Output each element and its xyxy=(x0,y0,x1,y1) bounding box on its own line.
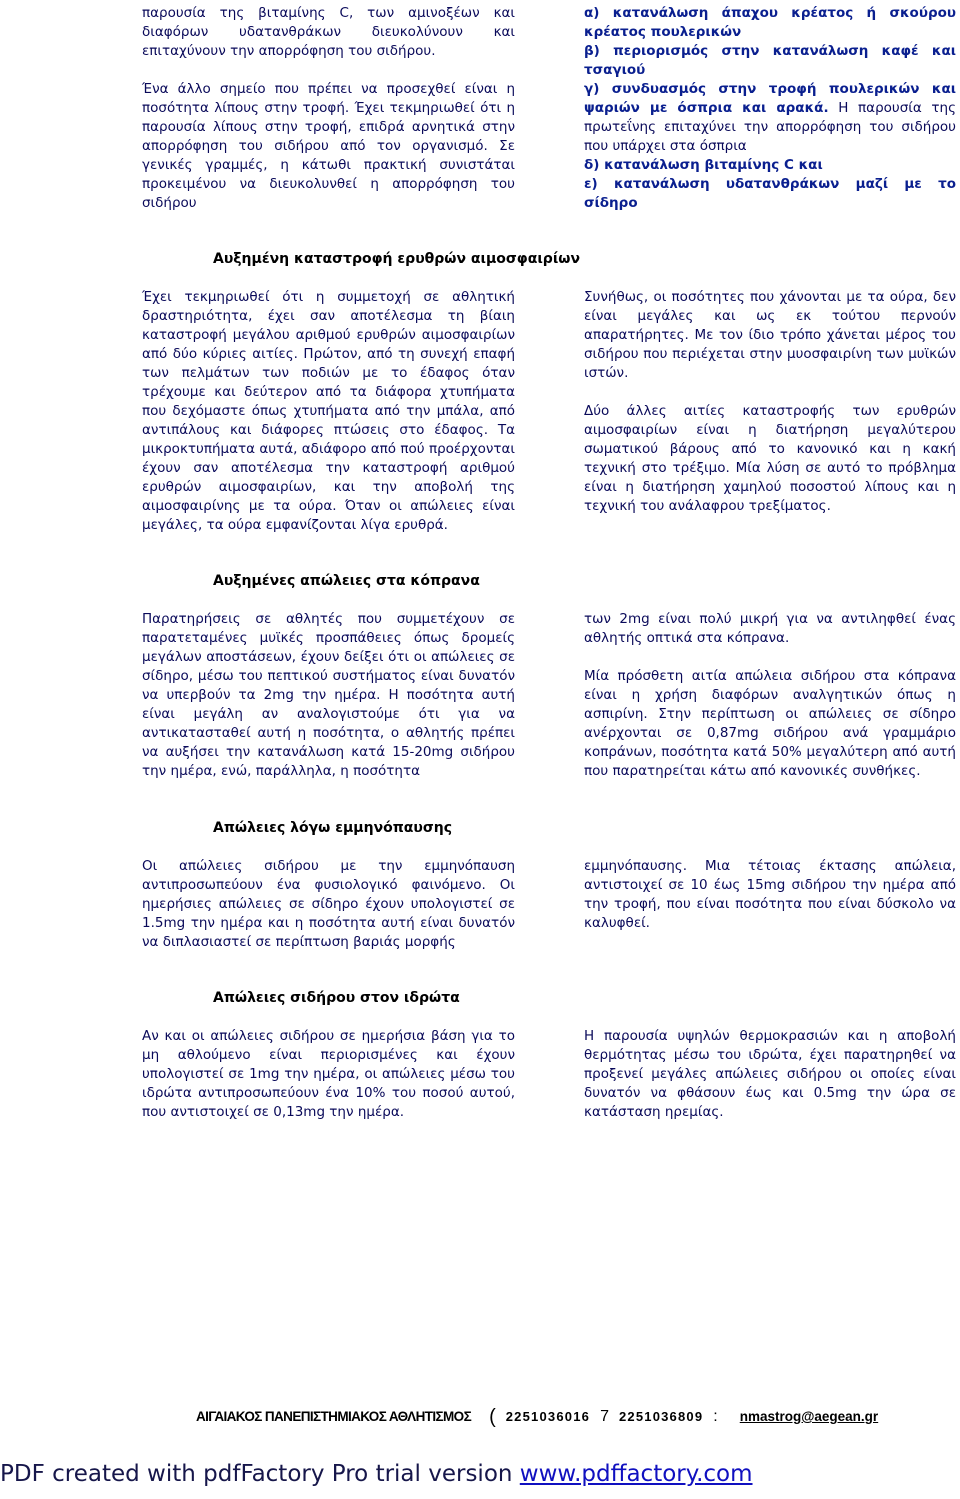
list-item: β) περιορισμός στην κατανάλωση καφέ και τσαγιού xyxy=(584,43,956,78)
paragraph: των 2mg είναι πολύ μικρή για να αντιληφθεί ένας αθλητής οπτικά στα κόπρανα. xyxy=(584,611,956,646)
list-item: δ) κατανάλωση βιταμίνης C και xyxy=(584,157,823,173)
paragraph: παρουσία της βιταμίνης C, των αμινοξέων και διαφόρων υδατανθράκων διευκολύνουν και επιταχύνουν την απορρόφηση του σιδήρου. xyxy=(142,5,515,59)
list-item-label: γ) συνδυασμός στην τροφή πουλερικών και ψαριών με όσπρια και αρακά. xyxy=(584,81,956,116)
section-right-column xyxy=(584,1027,956,1122)
section-left-column xyxy=(142,857,515,952)
paragraph: εμμηνόπαυσης. Μια τέτοιας έκτασης απώλεια, αντιστοιχεί σε 10 έως 15mg σιδήρου την ημέρα από την τροφή, που είναι ποσότητα που είναι δύσκολο να καλυφθεί. xyxy=(584,858,956,931)
footer-colon: : xyxy=(713,1408,718,1425)
list-item: α) κατανάλωση άπαχου κρέατος ή σκούρου κρέατος πουλερικών xyxy=(584,5,956,40)
footer-separator: 7 xyxy=(600,1408,609,1425)
paragraph: Η παρουσία υψηλών θερμοκρασιών και η αποβολή θερμότητας μέσω του ιδρώτα, έχει παρατηρηθεί να προξενεί μεγάλες απώλειες σιδήρου οι οποίες είναι δυνατόν να φθάσουν έως και 0.5mg την ώρα σε κατάσταση ηρεμίας. xyxy=(584,1028,956,1120)
paragraph: Έχει τεκμηριωθεί ότι η συμμετοχή σε αθλητική δραστηριότητα, έχει σαν αποτέλεσμα τη βίαιη καταστροφή μεγάλου αριθμού ερυθρών αιμοσφαιρίων από δύο κύριες αιτίες. Πρώτον, από τη συνεχή επαφή των πελμάτων των ποδιών με το έδαφος όταν τρέχουμε και δεύτερον από τα διάφορα χτυπήματα που δεχόμαστε όπως χτυπήματα από την μπάλα, από αντιπάλους και διάφορες πτώσεις στο έδαφος. Τα μικροκτυπήματα αυτά, αδιάφορο από πού προέρχονται έχουν σαν αποτέλεσμα την καταστροφή αριθμού ερυθρών αιμοσφαιρίων, και την αποβολή της αιμοσφαιρίνης με τα ούρα. Όταν οι απώλειες είναι μεγάλες, τα ούρα εμφανίζονται λίγα ερυθρά. xyxy=(142,289,515,533)
footer-university: ΑΙΓΑΙΑΚΟΣ ΠΑΝΕΠΙΣΤΗΜΙΑΚΟΣ ΑΘΛΗΤΙΣΜΟΣ xyxy=(196,1409,472,1424)
section-right-column xyxy=(584,288,956,516)
intro-left-column xyxy=(142,4,515,213)
banner-link[interactable]: www.pdffactory.com xyxy=(519,1461,753,1487)
section-left-column xyxy=(142,1027,515,1122)
section-heading: Απώλειες λόγω εμμηνόπαυσης xyxy=(213,820,453,836)
section-left-column xyxy=(142,288,515,535)
section-right-column xyxy=(584,857,956,933)
pdf-trial-banner xyxy=(0,1461,753,1487)
paragraph: Ένα άλλο σημείο που πρέπει να προσεχθεί είναι η ποσότητα λίπους στην τροφή. Έχει τεκμηριωθεί ότι η παρουσία λίπους στην τροφή, επιδρά αρνητικά στην απορρόφηση του σιδήρου από τον οργανισμό. Σε γενικές γραμμές, η κάτωθι πρακτική συνιστάται προκειμένου να διευκολυνθεί η απορρόφηση του σιδήρου xyxy=(142,81,515,211)
list-item: ε) κατανάλωση υδατανθράκων μαζί με το σίδηρο xyxy=(584,176,956,211)
paragraph: Συνήθως, οι ποσότητες που χάνονται με τα ούρα, δεν είναι μεγάλες και ως εκ τούτου περνούν απαρατήρητες. Με τον ίδιο τρόπο χάνεται μέρος του σιδήρου που περιέχεται στην μυοσφαιρίνη των μυϊκών ιστών. xyxy=(584,289,956,381)
footer-fax: 2251036809 xyxy=(618,1409,704,1424)
footer-phone: 2251036016 xyxy=(505,1409,591,1424)
section-heading: Αυξημένες απώλειες στα κόπρανα xyxy=(213,573,480,589)
section-right-column xyxy=(584,610,956,781)
footer-paren: ( xyxy=(489,1406,496,1428)
paragraph: Δύο άλλες αιτίες καταστροφής των ερυθρών αιμοσφαιρίων είναι η διατήρηση μεγαλύτερου σωματικού βάρους από το κανονικό και η κακή τεχνική στο τρέξιμο. Μία λύση σε αυτό το πρόβλημα είναι η διατήρηση χαμηλού ποσοστού λίπους και η τεχνική του ανάλαφρου τρεξίματος. xyxy=(584,403,956,514)
recommendation-list xyxy=(584,4,956,213)
list-item-note: Η παρουσία της πρωτεΐνης επιταχύνει την απορρόφηση του σιδήρου που υπάρχει στα όσπρια xyxy=(584,100,957,154)
footer-email-link[interactable]: nmastrog@aegean.gr xyxy=(739,1409,879,1424)
list-item xyxy=(584,80,956,156)
paragraph: Αν και οι απώλειες σιδήρου σε ημερήσια βάση για το μη αθλούμενο είναι περιορισμένες και έχουν υπολογιστεί σε 1mg την ημέρα, οι απώλειες μέσω του ιδρώτα αντιπροσωπεύουν ένα 10% του ποσού αυτού, που αντιστοιχεί σε 0,13mg την ημέρα. xyxy=(142,1028,515,1120)
paragraph: Μία πρόσθετη αιτία απώλεια σιδήρου στα κόπρανα είναι η χρήση διαφόρων αναλγητικών όπως η ασπιρίνη. Στην περίπτωση οι απώλειες σε σίδηρο ανέρχονται σε 0,87mg σιδήρου ανά γραμμάριο κοπράνων, ποσότητα κατά 50% μεγαλύτερη από αυτή που παρατηρείται κάτω από κανονικές συνθήκες. xyxy=(584,668,956,779)
section-left-column xyxy=(142,610,515,781)
section-heading: Απώλειες σιδήρου στον ιδρώτα xyxy=(213,990,460,1006)
page-footer xyxy=(196,1407,926,1427)
paragraph: Οι απώλειες σιδήρου με την εμμηνόπαυση αντιπροσωπεύουν ένα φυσιολογικό φαινόμενο. Οι ημερήσιες απώλειες σε σίδηρο έχουν υπολογιστεί σε 1.5mg την ημέρα και η ποσότητα αυτή είναι δυνατόν να διπλασιαστεί σε περίπτωση βαριάς μορφής xyxy=(142,858,515,950)
paragraph: Παρατηρήσεις σε αθλητές που συμμετέχουν σε παρατεταμένες μυϊκές προσπάθειες όπως δρομείς μεγάλων αποστάσεων, έχουν δείξει ότι οι απώλειες σε σίδηρο, μέσω του πεπτικού συστήματος είναι δυνατόν να υπερβούν τα 2mg την ημέρα. Η ποσότητα αυτή είναι μεγάλη αν αναλογιστούμε ότι για να αντικατασταθεί αυτή η ποσότητα, ο αθλητής πρέπει να αυξήσει την κατανάλωση κατά 15-20mg σιδήρου την ημέρα, ενώ, παράλληλα, η ποσότητα xyxy=(142,611,515,779)
banner-text: PDF created with pdfFactory Pro trial version xyxy=(0,1461,520,1487)
section-heading: Αυξημένη καταστροφή ερυθρών αιμοσφαιρίων xyxy=(213,251,580,267)
